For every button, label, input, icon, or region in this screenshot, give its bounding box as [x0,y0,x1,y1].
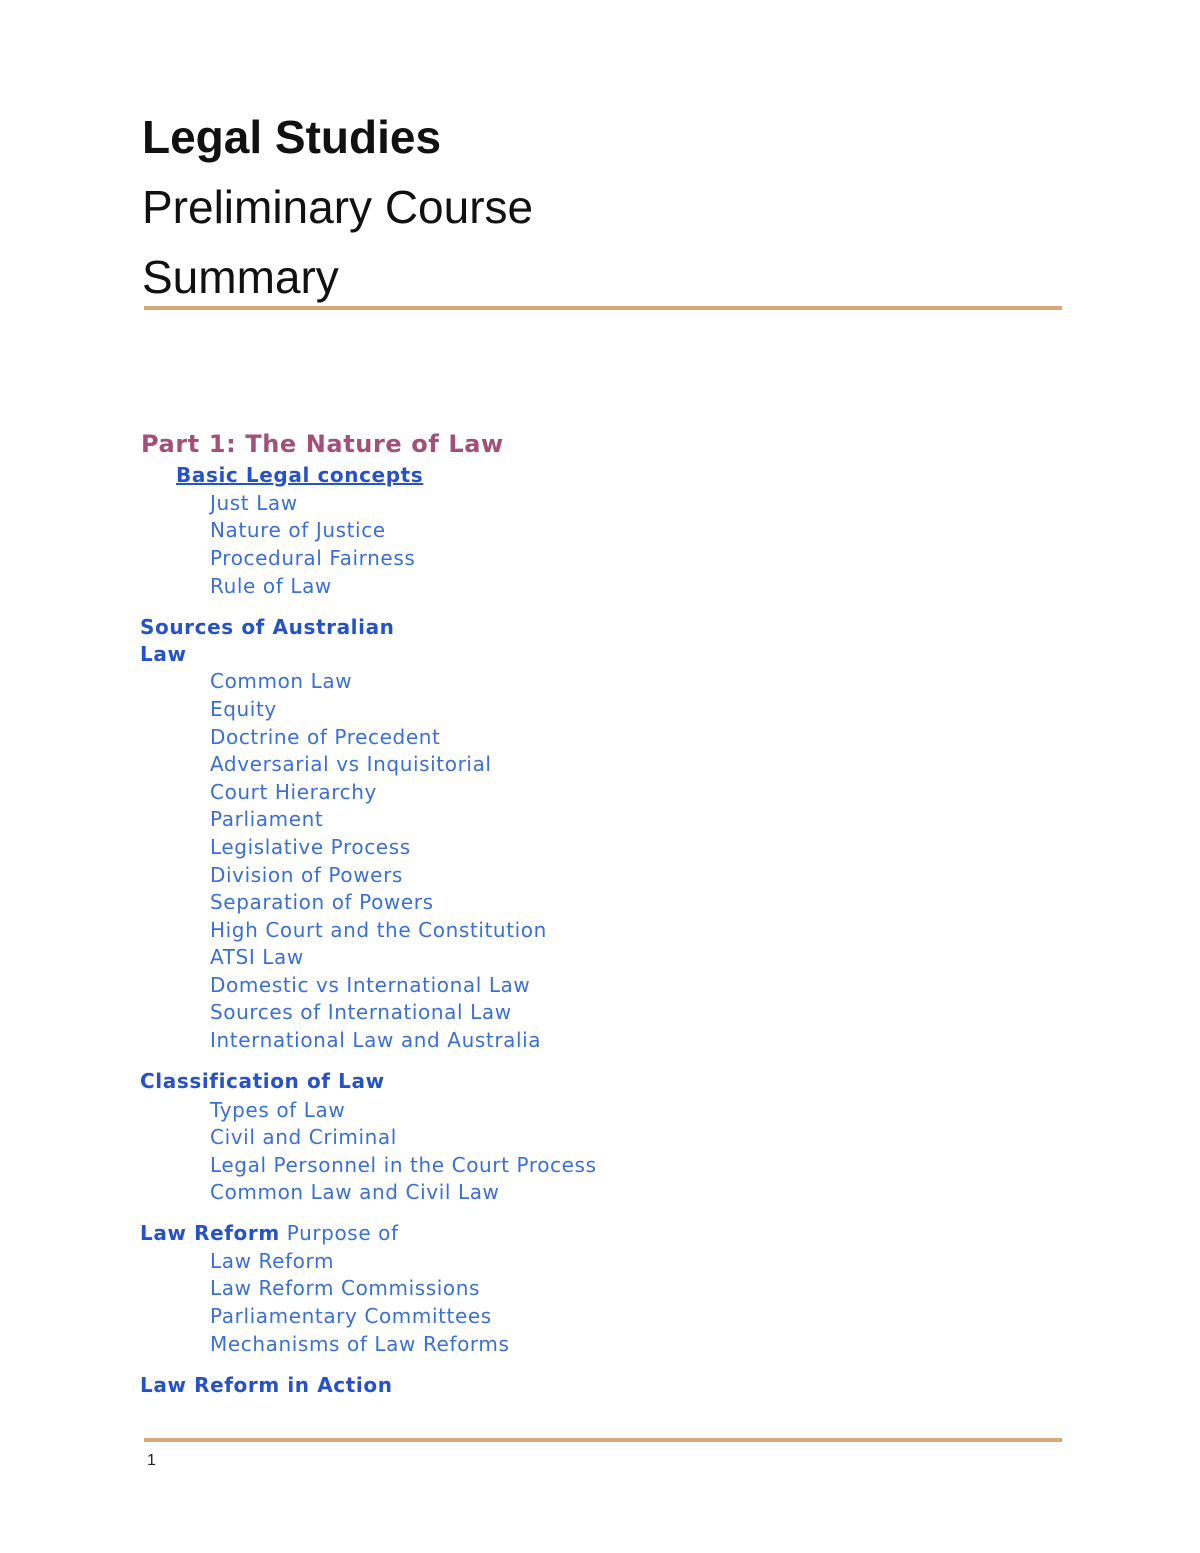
law-reform-heading-line[interactable] [140,1221,399,1245]
footer-divider [144,1438,1062,1442]
page-number: 1 [147,1452,156,1469]
sources-heading-line-1[interactable]: Sources of Australian [140,615,395,639]
toc-item-procedural-fairness[interactable]: Procedural Fairness [210,546,416,570]
toc-item-civil-and-criminal[interactable]: Civil and Criminal [210,1125,397,1149]
toc-item-adversarial[interactable]: Adversarial vs Inquisitorial [210,752,492,776]
law-reform-heading: Law Reform [140,1221,280,1245]
toc-item-court-hierarchy[interactable]: Court Hierarchy [210,780,377,804]
document-title [142,102,533,312]
subtitle-line-1: Preliminary Course [142,181,534,233]
toc-item-high-court[interactable]: High Court and the Constitution [210,918,547,942]
toc-item-law-reform-commissions[interactable]: Law Reform Commissions [210,1276,481,1300]
toc-item-separation-of-powers[interactable]: Separation of Powers [210,890,434,914]
toc-item-division-of-powers[interactable]: Division of Powers [210,863,403,887]
subtitle-line-2: Summary [142,251,339,303]
classification-heading[interactable]: Classification of Law [140,1069,385,1093]
toc-item-common-law[interactable]: Common Law [210,669,353,693]
basic-legal-concepts-link[interactable]: Basic Legal concepts [176,463,424,487]
toc-item-parliament[interactable]: Parliament [210,807,324,831]
title-main: Legal Studies [142,111,442,163]
toc-item-nature-of-justice[interactable]: Nature of Justice [210,518,386,542]
toc-item-law-reform[interactable]: Law Reform [210,1249,335,1273]
toc-item-international-law-australia[interactable]: International Law and Australia [210,1028,542,1052]
toc-item-types-of-law[interactable]: Types of Law [210,1098,346,1122]
toc-item-equity[interactable]: Equity [210,697,277,721]
toc-item-atsi-law[interactable]: ATSI Law [210,945,304,969]
toc-item-sources-international-law[interactable]: Sources of International Law [210,1000,512,1024]
toc-item-rule-of-law[interactable]: Rule of Law [210,574,332,598]
part-1-heading[interactable]: Part 1: The Nature of Law [141,430,504,458]
toc-item-domestic-vs-international[interactable]: Domestic vs International Law [210,973,531,997]
law-reform-purpose-of: Purpose of [279,1221,399,1245]
sources-heading-line-2[interactable]: Law [140,642,187,666]
toc-item-legal-personnel[interactable]: Legal Personnel in the Court Process [210,1153,597,1177]
toc-item-mechanisms-of-law-reforms[interactable]: Mechanisms of Law Reforms [210,1332,510,1356]
law-reform-in-action-heading[interactable]: Law Reform in Action [140,1373,393,1397]
title-divider [144,306,1062,310]
toc-item-legislative-process[interactable]: Legislative Process [210,835,411,859]
toc-item-common-and-civil-law[interactable]: Common Law and Civil Law [210,1180,500,1204]
toc-item-just-law[interactable]: Just Law [210,491,298,515]
toc-item-parliamentary-committees[interactable]: Parliamentary Committees [210,1304,492,1328]
toc-item-doctrine-of-precedent[interactable]: Doctrine of Precedent [210,725,441,749]
